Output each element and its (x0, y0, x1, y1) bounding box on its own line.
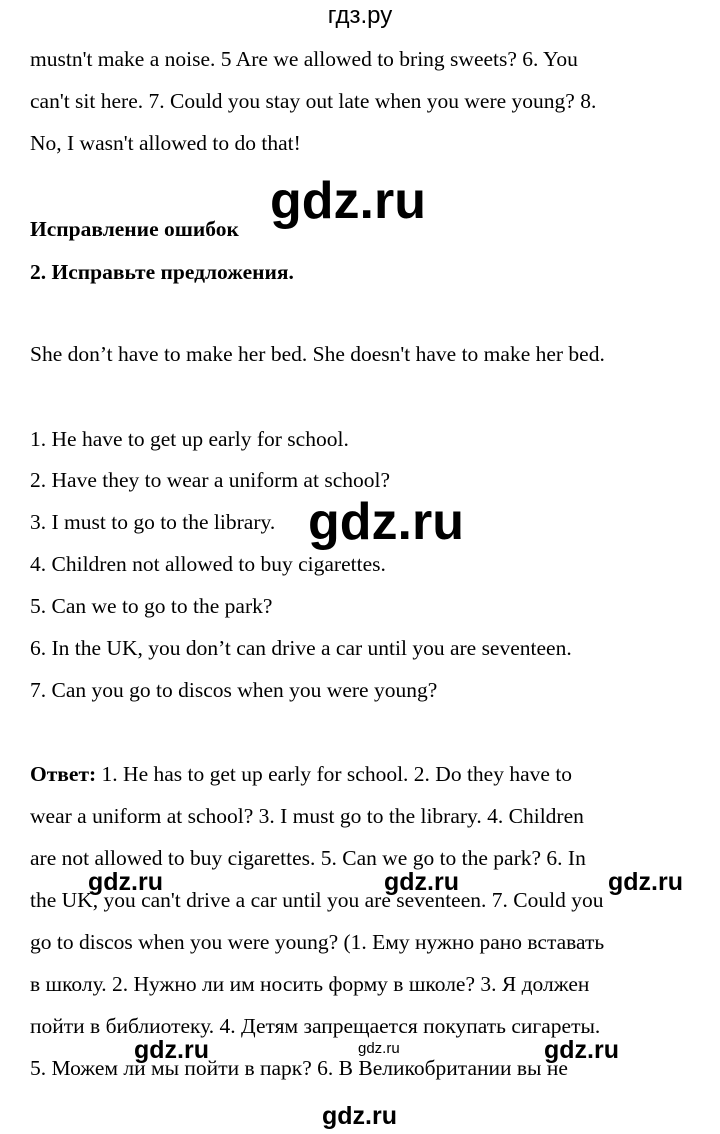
section-title: Исправление ошибок (30, 217, 239, 241)
exercise-item: 5. Can we to go to the park? (30, 594, 273, 618)
answer-line: wear a uniform at school? 3. I must go to the library. 4. Children (30, 804, 584, 828)
intro-line-3: No, I wasn't allowed to do that! (30, 131, 301, 155)
answer-line: the UK, you can't drive a car until you are seventeen. 7. Could you (30, 888, 604, 912)
intro-line-1: mustn't make a noise. 5 Are we allowed to bring sweets? 6. You (30, 47, 578, 71)
intro-line-2: can't sit here. 7. Could you stay out late when you were young? 8. (30, 89, 597, 113)
answer-line: 5. Можем ли мы пойти в парк? 6. В Великобритании вы не (30, 1056, 568, 1080)
answer-line: пойти в библиотеку. 4. Детям запрещается покупать сигареты. (30, 1014, 601, 1038)
exercise-item: 3. I must to go to the library. (30, 510, 276, 534)
answer-line: are not allowed to buy cigarettes. 5. Can we go to the park? 6. In (30, 846, 586, 870)
example-sentence: She don’t have to make her bed. She doesn't have to make her bed. (30, 342, 605, 366)
exercise-item: 6. In the UK, you don’t can drive a car until you are seventeen. (30, 636, 572, 660)
answer-label: Ответ: (30, 762, 97, 786)
task-title: 2. Исправьте предложения. (30, 260, 294, 284)
watermark-logo: gdz.ru (608, 868, 683, 896)
watermark-logo: gdz.ru (358, 1040, 400, 1057)
exercise-item: 4. Children not allowed to buy cigarettes. (30, 552, 386, 576)
exercise-item: 7. Can you go to discos when you were young? (30, 678, 438, 702)
watermark-logo: gdz.ru (134, 1036, 209, 1064)
answer-text: 1. He has to get up early for school. 2. Do they have to (96, 762, 573, 786)
watermark-logo: gdz.ru (544, 1036, 619, 1064)
exercise-item: 2. Have they to wear a uniform at school? (30, 468, 390, 492)
watermark-logo: gdz.ru (308, 493, 464, 551)
site-header: гдз.ру (327, 2, 393, 29)
watermark-logo: gdz.ru (270, 172, 426, 230)
answer-line: go to discos when you were young? (1. Ему нужно рано вставать (30, 930, 605, 954)
watermark-logo: gdz.ru (88, 868, 163, 896)
answer-line: в школу. 2. Нужно ли им носить форму в школе? 3. Я должен (30, 972, 590, 996)
watermark-logo: gdz.ru (322, 1102, 397, 1130)
exercise-item: 1. He have to get up early for school. (30, 427, 349, 451)
watermark-logo: gdz.ru (384, 868, 459, 896)
answer-line-1 (30, 761, 572, 787)
